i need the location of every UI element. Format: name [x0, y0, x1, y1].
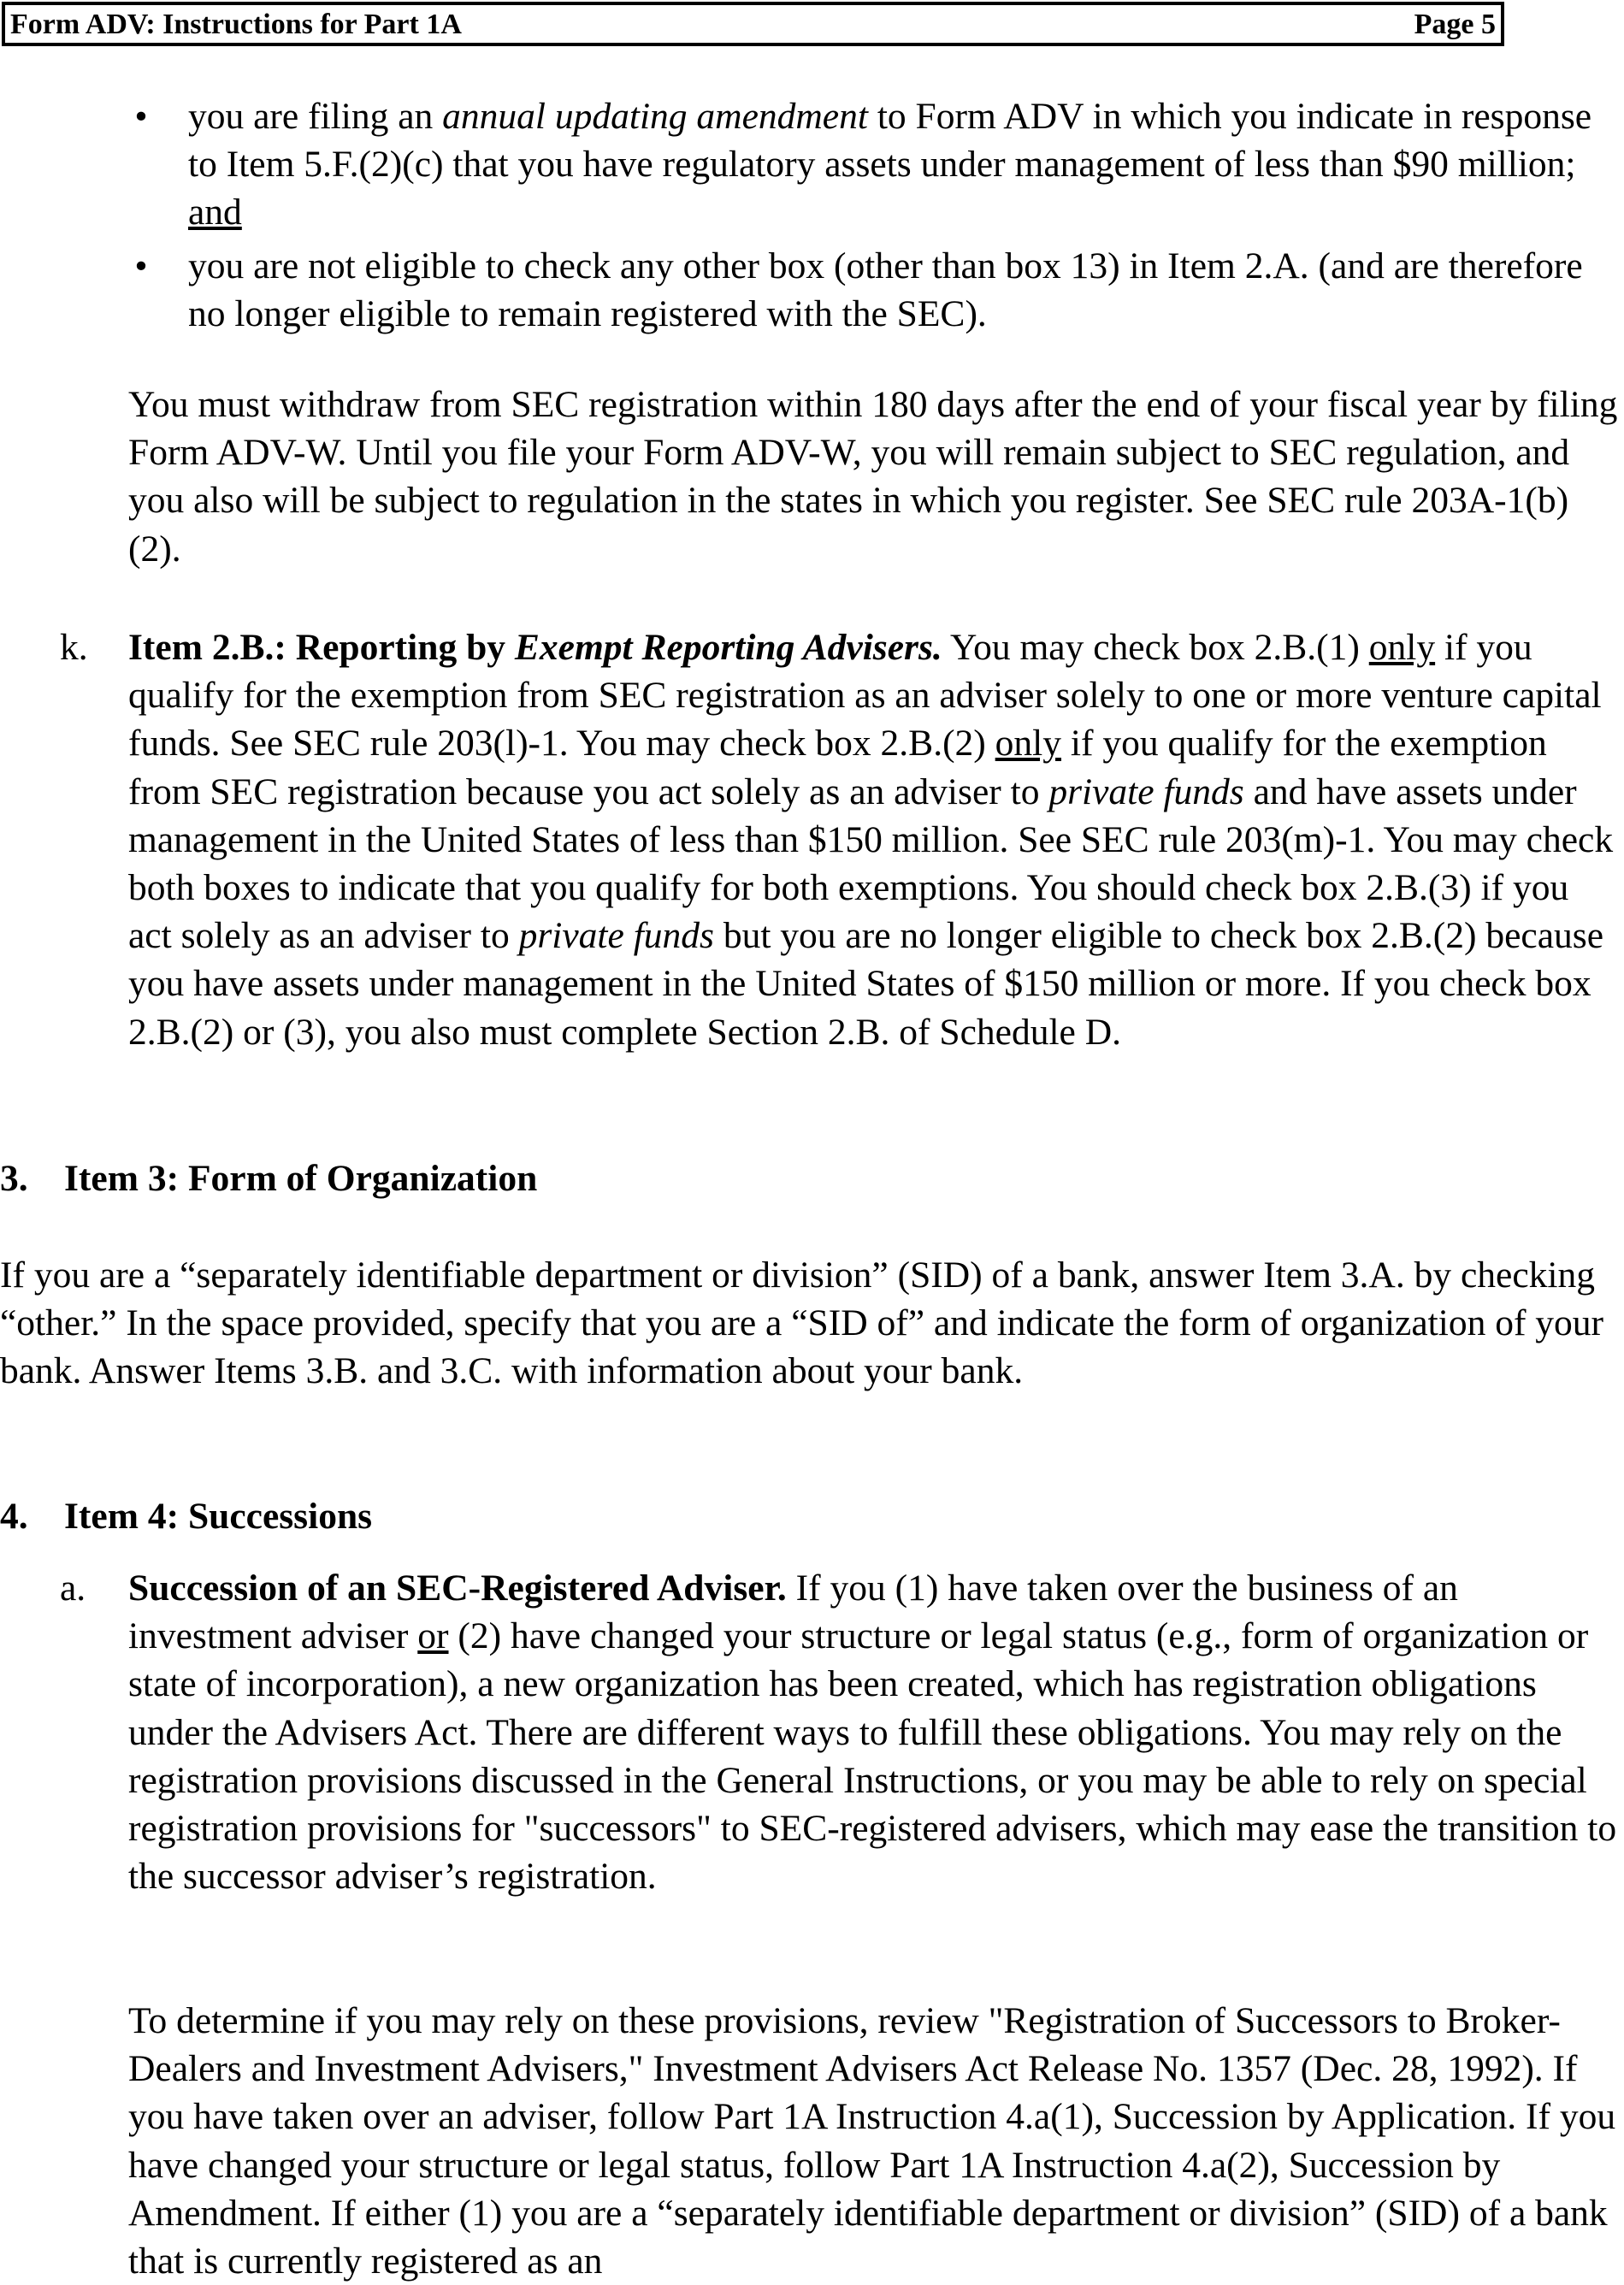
item-k-only: only: [995, 723, 1062, 765]
item-k-heading-term: Exempt Reporting Advisers.: [514, 627, 942, 668]
item-k-body: [128, 623, 1621, 1056]
bullet-item: [128, 242, 1616, 338]
determine-paragraph: To determine if you may rely on these provisions, review "Registration of Successors to Broker-Dealers and Investment Advisers," Investment Advisers Act Release No. 1357 (Dec. 28, 1992). If you have taken over an adviser, follow Part 1A Instruction 4.a(1), Succession by Application. If you have changed your structure or legal status, follow Part 1A Instruction 4.a(2), Succession by Amendment. If either (1) you are a “separately identifiable department or division” (SID) of a bank that is currently registered as an: [128, 2000, 1616, 2282]
bullet-dot: •: [134, 245, 148, 286]
bullet-text: to Form ADV in which you indicate in response to Item 5.F.(2)(c) that you have regulatory assets under management of less than $90 million;: [188, 96, 1592, 186]
page-header: [2, 2, 1504, 46]
item-k-term: private funds: [518, 915, 714, 957]
section-4-heading: [0, 1492, 372, 1540]
item-4a: [60, 1564, 1621, 1900]
section-number: 3.: [0, 1158, 28, 1199]
page-number: Page 5: [1414, 9, 1496, 40]
header-title: Form ADV: Instructions for Part 1A: [10, 9, 462, 40]
item-k: [60, 623, 1621, 1056]
item-k-term: private funds: [1048, 771, 1244, 812]
bullet-text: you are not eligible to check any other box (other than box 13) in Item 2.A. (and are therefore no longer eligible to remain registered with the SEC).: [188, 245, 1583, 334]
item-4a-label: a.: [60, 1568, 86, 1609]
item-k-only: only: [1368, 627, 1436, 668]
item-4a-or: or: [417, 1615, 449, 1657]
withdraw-paragraph: You must withdraw from SEC registration within 180 days after the end of your fiscal year by filing Form ADV-W. Until you file your Form ADV-W, you will remain subject to SEC regulation, and you also will be subject to regulation in the states in which you register. See SEC rule 203A-1(b)(2).: [128, 384, 1618, 570]
bullet-text: you are filing an: [188, 96, 443, 137]
bullet-item: [128, 92, 1616, 237]
section-number: 4.: [0, 1496, 28, 1537]
item-k-text: but you are no longer eligible to check box 2.B.(2) because you have assets under management in the United States of $150 million or more. If you check box 2.B.(2) or (3), you also must complete Section 2.B. of Schedule D.: [128, 915, 1604, 1053]
item-k-text: if you qualify for the exemption from SEC registration because you act solely as an adviser to: [128, 723, 1547, 812]
bullet-term: annual updating amendment: [442, 96, 868, 137]
bullet-underlined: and: [188, 192, 242, 233]
item-k-heading: Item 2.B.: Reporting by: [128, 627, 515, 668]
item-4a-heading: Succession of an SEC-Registered Adviser.: [128, 1568, 787, 1609]
item-4a-text: If you (1) have taken over the business of an investment adviser: [128, 1568, 1458, 1657]
item-k-label: k.: [60, 627, 88, 668]
item-k-text: if you qualify for the exemption from SEC registration as an adviser solely to one or more venture capital funds. See SEC rule 203(l)-1. You may check box 2.B.(2): [128, 627, 1602, 765]
section-3-body: If you are a “separately identifiable department or division” (SID) of a bank, answer Item 3.A. by checking “other.” In the space provided, specify that you are a “SID of” and indicate the form of organization of your bank. Answer Items 3.B. and 3.C. with information about your bank.: [0, 1255, 1604, 1392]
item-4a-body: [128, 1564, 1621, 1900]
bullet-list: [128, 92, 1616, 343]
item-k-text: and have assets under management in the United States of less than $150 million. See SEC rule 203(m)-1. You may check both boxes to indicate that you qualify for both exemptions. You should check box 2.B.(3) if you act solely as an adviser to: [128, 771, 1614, 957]
item-k-text: You may check box 2.B.(1): [942, 627, 1369, 668]
section-title: Item 4: Successions: [64, 1496, 373, 1537]
section-3-heading: [0, 1154, 537, 1202]
section-title: Item 3: Form of Organization: [64, 1158, 538, 1199]
item-4a-text: (2) have changed your structure or legal status (e.g., form of organization or state of incorporation), a new organization has been created, which has registration obligations under the Advisers Act. There are different ways to fulfill these obligations. You may rely on the registration provisions discussed in the General Instructions, or you may be able to rely on special registration provisions for "successors" to SEC-registered advisers, which may ease the transition to the successor adviser’s registration.: [128, 1615, 1617, 1898]
bullet-dot: •: [134, 96, 148, 137]
